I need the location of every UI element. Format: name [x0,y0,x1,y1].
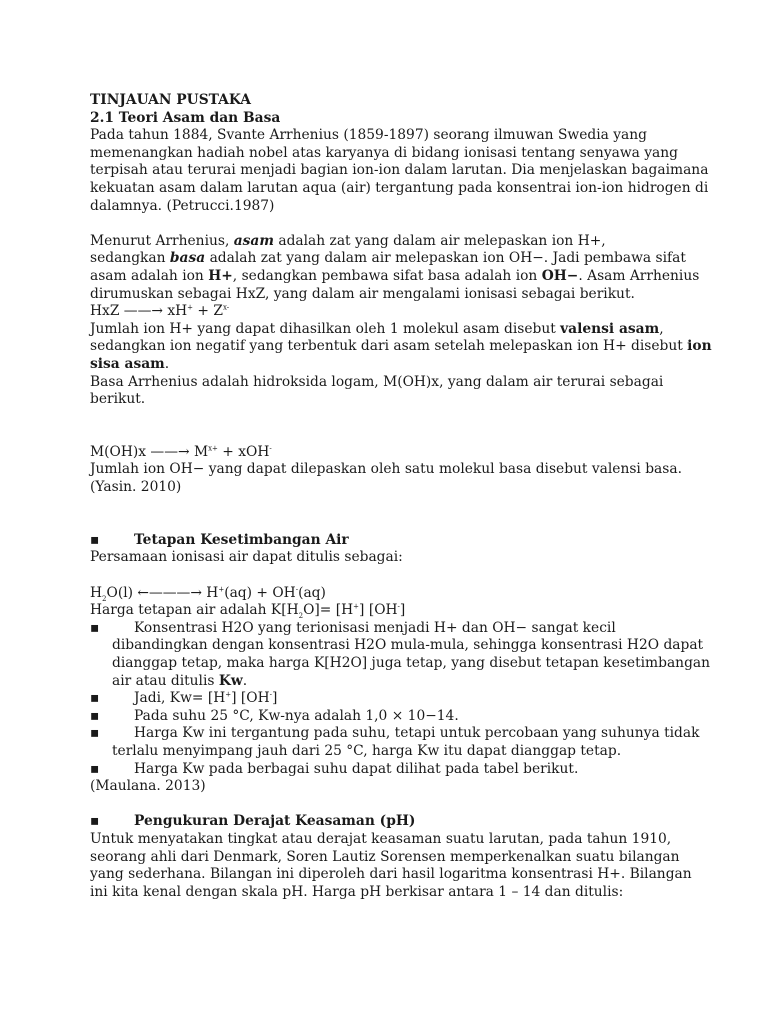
spacer [90,215,690,233]
eq-subscript: 2 [298,611,304,620]
text-line: seorang ahli dari Denmark, Soren Lautiz Sorensen memperkenalkan suatu bilangan [90,848,680,865]
equation-water-constant [90,602,690,620]
text-line [90,338,712,356]
eq-superscript: + [187,303,194,312]
equation-water-ionization [90,585,690,603]
text-run: sedangkan ion negatif yang terbentuk dari asam setelah melepaskan ion H+ disebut [90,338,688,355]
term-basa: basa [169,250,206,267]
text-line: dirumuskan sebagai HxZ, yang dalam air mengalami ionisasi sebagai berikut. [90,285,635,302]
bullet-icon: ▪ [90,725,100,742]
heading-text: Pengukuran Derajat Keasaman (pH) [134,813,416,830]
text-line: Persamaan ionisasi air dapat ditulis sebagai: [90,549,403,566]
paragraph-base-ionization [90,444,690,497]
eq-part: HxZ ——→ xH [90,303,188,320]
text-line: dalamnya. (Petrucci.1987) [90,197,275,214]
text-run: Harga Kw ini tergantung pada suhu, tetapi untuk percobaan yang suhunya tidak [134,725,700,742]
text-run: , sedangkan pembawa sifat basa adalah ion [232,267,542,284]
eq-superscript: - [397,602,400,611]
text-run: , [659,320,664,337]
eq-part: ] [OH [359,602,398,619]
text-line: kekuatan asam dalam larutan aqua (air) tergantung pada konsentrai ion-ion hidrogen di [90,179,709,196]
eq-part: (aq) + OH [224,584,296,601]
equation-base-ionization [90,444,690,462]
text-line: terpisah atau terurai menjadi bagian ion-ion dalam larutan. Dia menjelaskan bagaimana [90,162,709,179]
eq-superscript: - [269,690,272,699]
citation: (Yasin. 2010) [90,479,182,496]
spacer [90,426,690,444]
eq-part: Harga tetapan air adalah K[H [90,602,299,619]
eq-superscript: x+ [208,444,218,453]
section-heading-tetapan [90,532,690,550]
spacer [90,796,690,814]
eq-subscript: 2 [102,594,107,603]
text-run: air atau ditulis [112,672,219,689]
term-h-plus: H+ [208,267,233,284]
eq-part: O(l) ←———→ H [106,584,219,601]
bullet-icon: ▪ [90,531,100,548]
paragraph-acid-base-definition [90,232,712,409]
text-line: Basa Arrhenius adalah hidroksida logam, M(OH)x, yang dalam air terurai sebagai [90,373,664,390]
term-ion: ion [687,338,712,355]
text-line [90,673,690,691]
text-run: Jumlah ion H+ yang dapat dihasilkan oleh 1 molekul asam disebut [90,320,561,337]
document-page [90,92,712,901]
eq-part: ] [272,690,278,707]
eq-superscript: x- [222,303,230,312]
text-run: asam adalah ion [90,267,209,284]
section-heading-ph [90,813,690,831]
heading-text: Tetapan Kesetimbangan Air [134,531,349,548]
term-kw: Kw [218,672,243,689]
eq-part: ] [OH [231,690,270,707]
text-line: dibandingkan dengan konsentrasi H2O mula-mula, sehingga konsentrasi H2O dapat [112,637,704,654]
bullet-list-kw [90,619,711,778]
text-line [90,267,700,286]
bullet-icon: ▪ [90,707,100,724]
text-run: adalah zat yang dalam air melepaskan ion OH−. Jadi pembawa sifat [205,250,686,267]
eq-part: M(OH)x ——→ M [90,443,209,460]
eq-part: + xOH [217,443,270,460]
eq-part: ] [399,602,406,619]
list-item [90,761,690,779]
eq-superscript: - [269,444,272,453]
list-item [90,620,690,638]
term-oh-minus: OH− [541,267,579,284]
text-run: Konsentrasi H2O yang terionisasi menjadi H+ dan OH− sangat kecil [134,619,616,636]
text-line: memenangkan hadiah nobel atas karyanya di bidang ionisasi tentang senyawa yang [90,144,678,161]
text-run: . Asam Arrhenius [578,267,700,284]
eq-superscript: + [218,585,225,594]
term-valensi-asam: valensi asam [560,320,660,337]
document-title: TINJAUAN PUSTAKA [90,92,252,108]
bullet-icon: ▪ [90,813,100,830]
list-item [90,708,690,726]
text-line [90,356,690,374]
spacer [90,497,690,515]
bullet-icon: ▪ [90,619,100,636]
eq-superscript: + [225,690,232,699]
text-run: . [242,672,248,689]
term-asam: asam [233,232,274,249]
eq-part: Jadi, Kw= [H [134,690,226,707]
eq-part: (aq) [298,584,326,601]
text-run: . [164,355,170,372]
term-sisa-asam: sisa asam [90,355,165,372]
text-line [90,233,690,251]
text-run: Pada suhu 25 °C, Kw-nya adalah 1,0 × 10−14. [134,707,459,724]
eq-superscript: - [295,585,299,594]
bullet-icon: ▪ [90,760,100,777]
paragraph-ph [90,831,690,901]
text-run [134,690,277,708]
paragraph-arrhenius-intro [90,127,709,215]
text-line: terlalu menyimpang jauh dari 25 °C, harga Kw itu dapat dianggap tetap. [112,742,622,759]
text-line [90,321,690,339]
list-item [90,690,690,708]
text-run: Harga Kw pada berbagai suhu dapat dilihat pada tabel berikut. [134,760,579,777]
text-line: Jumlah ion OH− yang dapat dilepaskan oleh satu molekul basa disebut valensi basa. [90,461,682,478]
text-line: dianggap tetap, maka harga K[H2O] juga tetap, yang disebut tetapan kesetimbangan [112,655,711,671]
text-line: Untuk menyatakan tingkat atau derajat keasaman suatu larutan, pada tahun 1910, [90,830,672,847]
section-heading-2-1: 2.1 Teori Asam dan Basa [90,109,281,126]
eq-part: O]= [H [303,602,354,619]
equation-acid-ionization [90,303,690,321]
list-item [90,725,700,743]
citation: (Maulana. 2013) [90,778,206,795]
text-run: adalah zat yang dalam air melepaskan ion H+, [273,232,606,249]
spacer [90,409,690,427]
text-line: berikut. [90,391,146,408]
eq-superscript: + [353,602,360,611]
text-line: yang sederhana. Bilangan ini diperoleh dari hasil logaritma konsentrasi H+. Bilangan [90,866,692,883]
text-run: sedangkan [90,250,170,267]
eq-part: + Z [193,303,223,320]
text-line: Pada tahun 1884, Svante Arrhenius (1859-1897) seorang ilmuwan Swedia yang [90,127,647,144]
text-run: Menurut Arrhenius, [90,232,234,249]
eq-part: H [90,584,103,601]
spacer [90,514,690,532]
text-line [90,250,690,268]
bullet-icon: ▪ [90,690,100,707]
spacer [90,567,690,585]
text-line: ini kita kenal dengan skala pH. Harga pH berkisar antara 1 – 14 dan ditulis: [90,883,624,900]
